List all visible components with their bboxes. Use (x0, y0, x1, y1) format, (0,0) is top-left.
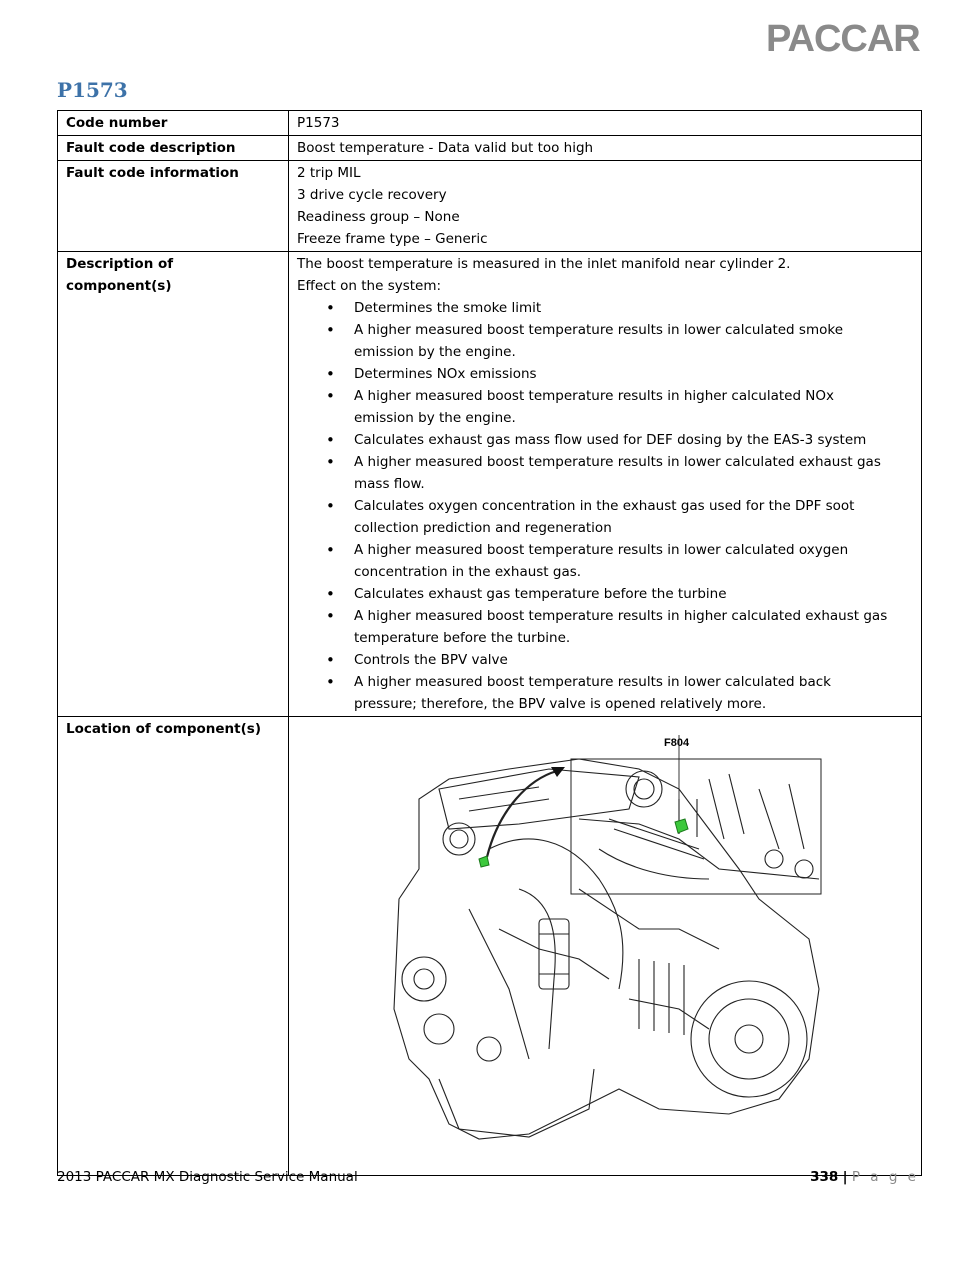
list-item-text: concentration in the exhaust gas. (354, 564, 582, 580)
row-value: Boost temperature - Data valid but too high (289, 136, 922, 161)
engine-drawing (379, 729, 839, 1161)
engine-illustration (379, 729, 839, 1161)
list-item-text: • A higher measured boost temperature results in higher calculated exhaust gas (354, 608, 888, 624)
list-item (297, 429, 913, 451)
table-row (58, 717, 922, 1176)
list-item-text: • A higher measured boost temperature results in lower calculated back (354, 674, 832, 690)
list-item (297, 583, 913, 605)
list-item-text: • A higher measured boost temperature results in lower calculated oxygen (354, 542, 849, 558)
list-item-text: • Calculates exhaust gas mass flow used for DEF dosing by the EAS-3 system (354, 432, 867, 448)
row-label: Fault code description (58, 136, 289, 161)
list-item-text: • A higher measured boost temperature results in higher calculated NOx (354, 388, 835, 404)
list-item-text: • Determines NOx emissions (354, 366, 537, 382)
description-intro: The boost temperature is measured in the inlet manifold near cylinder 2. (297, 256, 791, 272)
list-item-text: • A higher measured boost temperature results in lower calculated exhaust gas (354, 454, 881, 470)
list-item-text: emission by the engine. (354, 410, 516, 426)
row-label: Location of component(s) (58, 717, 289, 1176)
table-row (58, 252, 922, 717)
fault-code-table (57, 110, 922, 1176)
footer-manual-title: 2013 PACCAR MX Diagnostic Service Manual (57, 1169, 358, 1185)
list-item-text: emission by the engine. (354, 344, 516, 360)
list-item (297, 385, 913, 429)
page-separator: | (842, 1169, 848, 1185)
figure-label: F804 (664, 737, 690, 749)
row-value (289, 717, 922, 1176)
row-value (289, 161, 922, 252)
page-word: P a g e (851, 1169, 919, 1185)
list-item (297, 451, 913, 495)
info-line: Freeze frame type – Generic (297, 231, 488, 247)
sensor-highlight-inset (675, 819, 688, 833)
list-item (297, 605, 913, 649)
row-label: Fault code information (58, 161, 289, 252)
footer-page (810, 1169, 919, 1185)
list-item-text: temperature before the turbine. (354, 630, 571, 646)
row-label: Description of component(s) (58, 252, 289, 717)
list-item (297, 297, 913, 319)
page-number: 338 (810, 1169, 839, 1185)
row-value (289, 252, 922, 717)
list-item-text: pressure; therefore, the BPV valve is opened relatively more. (354, 696, 767, 712)
paccar-logo (766, 18, 924, 58)
effect-list (297, 297, 913, 715)
list-item-text: • A higher measured boost temperature results in lower calculated smoke (354, 322, 844, 338)
svg-text:PACCAR: PACCAR (766, 18, 920, 58)
list-item (297, 671, 913, 715)
paccar-logo-mark (766, 18, 924, 58)
list-item-text: • Calculates exhaust gas temperature before the turbine (354, 586, 727, 602)
list-item-text: • Calculates oxygen concentration in the exhaust gas used for the DPF soot (354, 498, 855, 514)
row-value: P1573 (289, 111, 922, 136)
list-item (297, 495, 913, 539)
page-title: P1573 (57, 78, 128, 102)
list-item (297, 319, 913, 363)
row-label: Code number (58, 111, 289, 136)
list-item-text: • Controls the BPV valve (354, 652, 508, 668)
info-line: Readiness group – None (297, 209, 460, 225)
list-item (297, 539, 913, 583)
list-item-text: • Determines the smoke limit (354, 300, 542, 316)
table-row (58, 161, 922, 252)
list-item (297, 649, 913, 671)
info-line: 2 trip MIL (297, 165, 361, 181)
table-row (58, 136, 922, 161)
info-line: 3 drive cycle recovery (297, 187, 447, 203)
sensor-highlight-engine (479, 856, 489, 867)
effect-heading: Effect on the system: (297, 278, 442, 294)
list-item-text: mass flow. (354, 476, 425, 492)
list-item (297, 363, 913, 385)
list-item-text: collection prediction and regeneration (354, 520, 612, 536)
table-row (58, 111, 922, 136)
